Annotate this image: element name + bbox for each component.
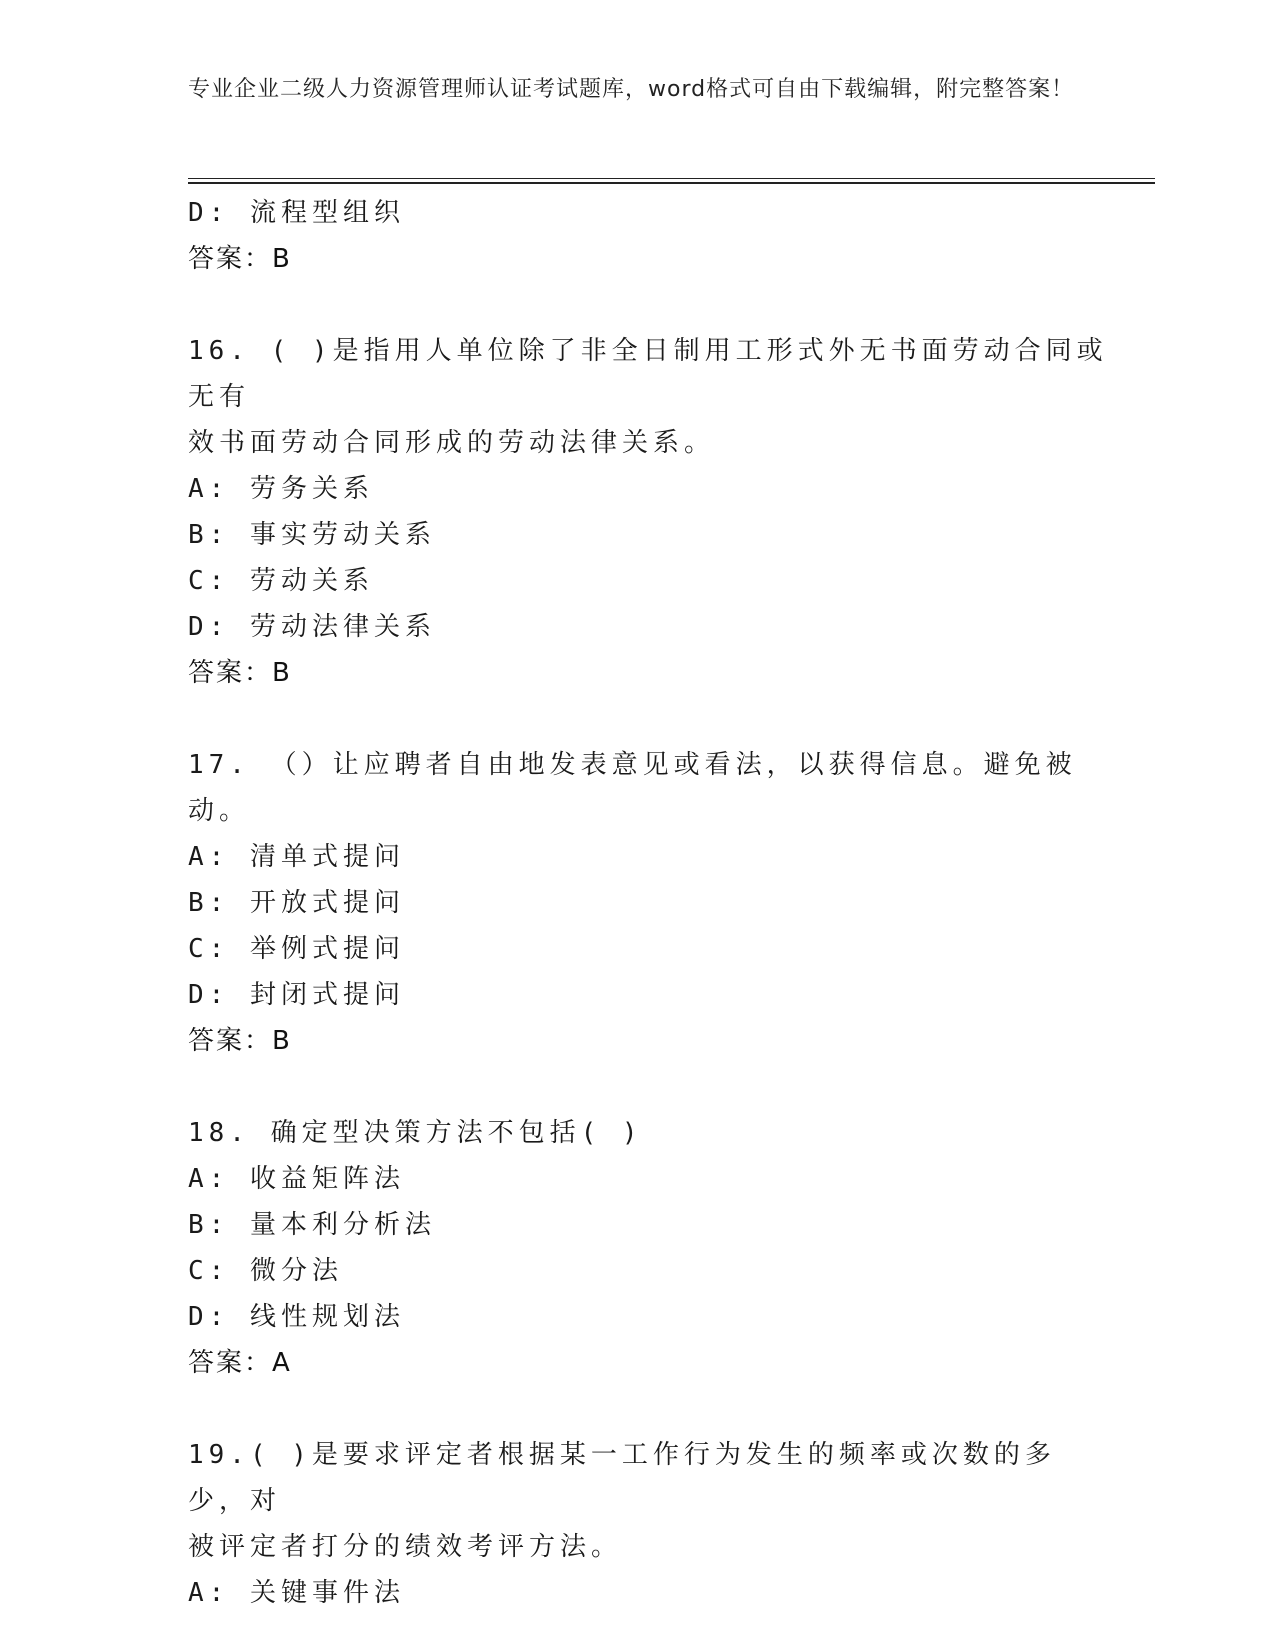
question-18-answer: 答案：A xyxy=(188,1348,292,1378)
header-intro-text: 专业企业二级人力资源管理师认证考试题库，word格式可自由下载编辑，附完整答案！ xyxy=(188,77,1075,102)
question-19-stem-line2: 被评定者打分的绩效考评方法。 xyxy=(188,1532,623,1562)
question-18-option-a: A: 收益矩阵法 xyxy=(188,1164,405,1194)
question-19-stem-line1: 19.( )是要求评定者根据某一工作行为发生的频率或次数的多少，对 xyxy=(188,1440,1056,1516)
question-list xyxy=(188,190,1108,1616)
question-18-option-d: D: 线性规划法 xyxy=(188,1302,405,1332)
question-16 xyxy=(188,328,1108,696)
question-16-option-d: D: 劳动法律关系 xyxy=(188,612,436,642)
question-17-option-d: D: 封闭式提问 xyxy=(188,980,405,1010)
question-16-option-c: C: 劳动关系 xyxy=(188,566,374,596)
question-16-option-b: B: 事实劳动关系 xyxy=(188,520,436,550)
question-17-stem: 17. （）让应聘者自由地发表意见或看法，以获得信息。避免被动。 xyxy=(188,750,1077,826)
prev-option-d: D: 流程型组织 xyxy=(188,198,405,228)
question-18-option-c: C: 微分法 xyxy=(188,1256,343,1286)
question-16-stem-line2: 效书面劳动合同形成的劳动法律关系。 xyxy=(188,428,716,458)
question-19 xyxy=(188,1432,1108,1616)
question-17-option-b: B: 开放式提问 xyxy=(188,888,405,918)
question-17-option-c: C: 举例式提问 xyxy=(188,934,405,964)
document-header xyxy=(188,74,1088,106)
question-18-option-b: B: 量本利分析法 xyxy=(188,1210,436,1240)
header-rule-bottom xyxy=(188,182,1155,184)
question-16-stem-line1: 16. ( )是指用人单位除了非全日制用工形式外无书面劳动合同或无有 xyxy=(188,336,1108,412)
question-17-answer: 答案：B xyxy=(188,1026,292,1056)
question-17-option-a: A: 清单式提问 xyxy=(188,842,405,872)
question-16-answer: 答案：B xyxy=(188,658,292,688)
header-rule-top xyxy=(188,178,1155,179)
prev-answer: 答案：B xyxy=(188,244,292,274)
question-18 xyxy=(188,1110,1108,1386)
question-16-option-a: A: 劳务关系 xyxy=(188,474,374,504)
question-17 xyxy=(188,742,1108,1064)
question-18-stem: 18. 确定型决策方法不包括( ) xyxy=(188,1118,643,1148)
question-19-option-a: A: 关键事件法 xyxy=(188,1578,405,1608)
